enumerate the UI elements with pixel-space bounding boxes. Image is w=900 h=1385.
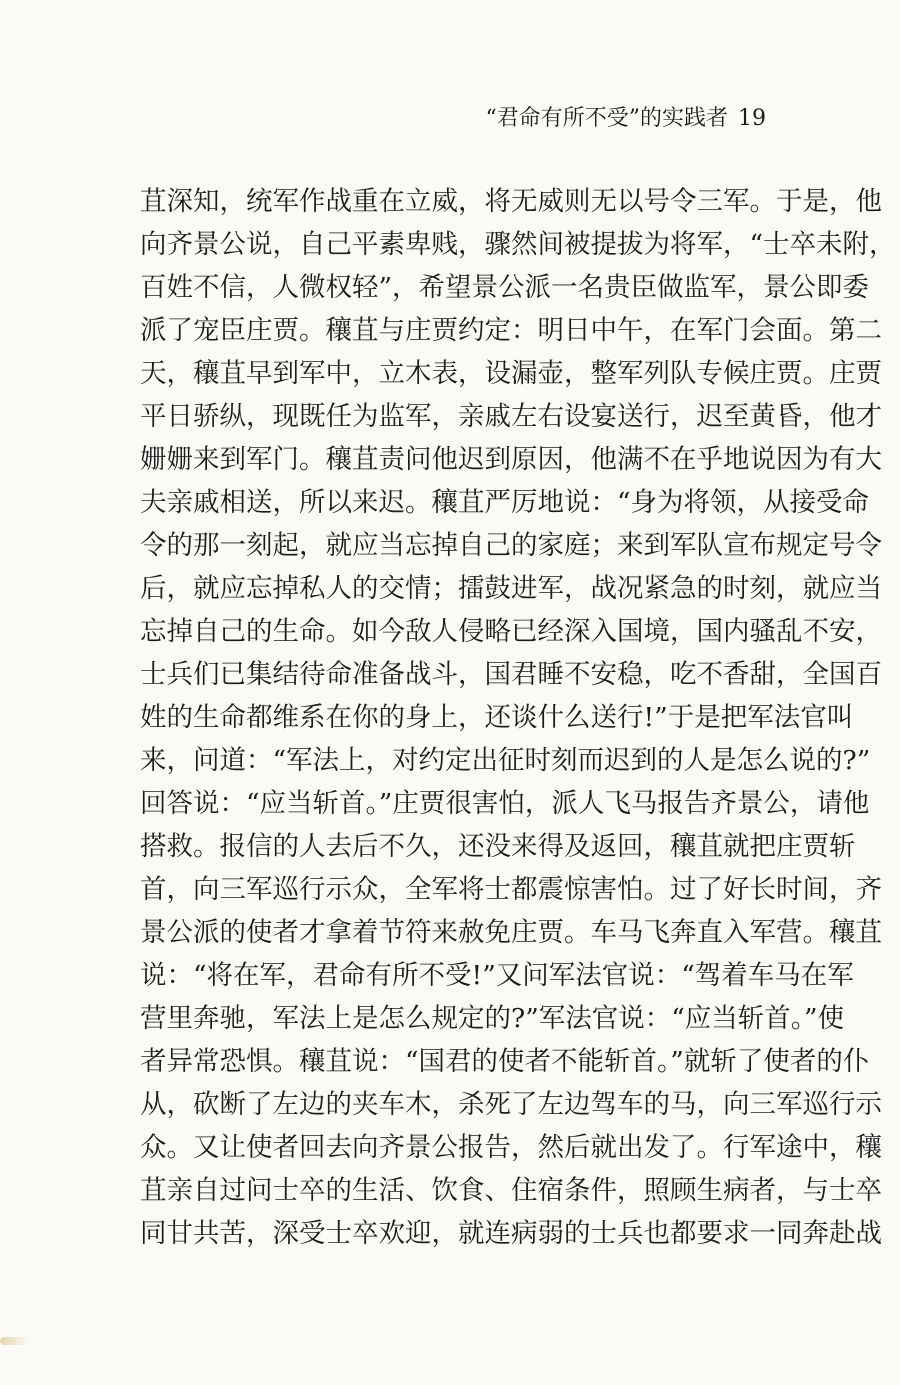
text-line: 首，向三军巡行示众，全军将士都震惊害怕。过了好长时间，齐 [140,874,882,905]
text-line: 众。又让使者回去向齐景公报告，然后就出发了。行军途中，穰 [140,1132,882,1163]
text-line: 后，就应忘掉私人的交情；擂鼓进军，战况紧急的时刻，就应当 [140,573,882,604]
running-header [486,104,767,134]
text-line: 回答说：“应当斩首。”庄贾很害怕，派人飞马报告齐景公，请他 [140,788,870,819]
text-line: 姓的生命都维系在你的身上，还谈什么送行!”于是把军法官叫 [140,702,854,733]
text-line: 从，砍断了左边的夹车木，杀死了左边驾车的马，向三军巡行示 [140,1089,882,1120]
text-line: 天，穰苴早到军中，立木表，设漏壶，整军列队专候庄贾。庄贾 [140,358,882,389]
text-line: 士兵们已集结待命准备战斗，国君睡不安稳，吃不香甜，全国百 [140,659,882,690]
text-line: 苴亲自过问士卒的生活、饮食、住宿条件，照顾生病者，与士卒 [140,1175,882,1206]
text-line: 姗姗来到军门。穰苴责问他迟到原因，他满不在乎地说因为有大 [140,444,882,475]
text-line: 夫亲戚相送，所以来迟。穰苴严厉地说：“身为将领，从接受命 [140,487,870,518]
text-line: 苴深知，统军作战重在立威，将无威则无以号令三军。于是，他 [140,186,882,217]
text-line: 百姓不信，人微权轻”，希望景公派一名贵臣做监军，景公即委 [140,272,870,303]
text-line: 向齐景公说，自己平素卑贱，骤然间被提拔为将军，“士卒未附， [140,229,896,260]
text-line: 同甘共苦，深受士卒欢迎，就连病弱的士兵也都要求一同奔赴战 [140,1218,882,1249]
text-line: 令的那一刻起，就应当忘掉自己的家庭；来到军队宣布规定号令 [140,530,882,561]
text-line: 来，问道：“军法上，对约定出征时刻而迟到的人是怎么说的?” [140,745,871,776]
text-line: 者异常恐惧。穰苴说：“国君的使者不能斩首。”就斩了使者的仆 [140,1046,870,1077]
text-line: 说：“将在军，君命有所不受!”又问军法官说：“驾着车马在军 [140,960,854,991]
text-line: 忘掉自己的生命。如今敌人侵略已经深入国境，国内骚乱不安， [140,616,882,647]
running-title: “君命有所不受”的实践者 [485,106,728,131]
text-line: 搭救。报信的人去后不久，还没来得及返回，穰苴就把庄贾斩 [140,831,856,862]
body-text [140,180,896,1255]
page-number: 19 [738,106,766,131]
text-line: 派了宠臣庄贾。穰苴与庄贾约定：明日中午，在军门会面。第二 [140,315,882,346]
text-line: 平日骄纵，现既任为监军，亲戚左右设宴送行，迟至黄昏，他才 [140,401,882,432]
page-smudge [0,1337,30,1345]
text-line: 营里奔驰，军法上是怎么规定的?”军法官说：“应当斩首。”使 [140,1003,845,1034]
text-line: 景公派的使者才拿着节符来赦免庄贾。车马飞奔直入军营。穰苴 [140,917,882,948]
